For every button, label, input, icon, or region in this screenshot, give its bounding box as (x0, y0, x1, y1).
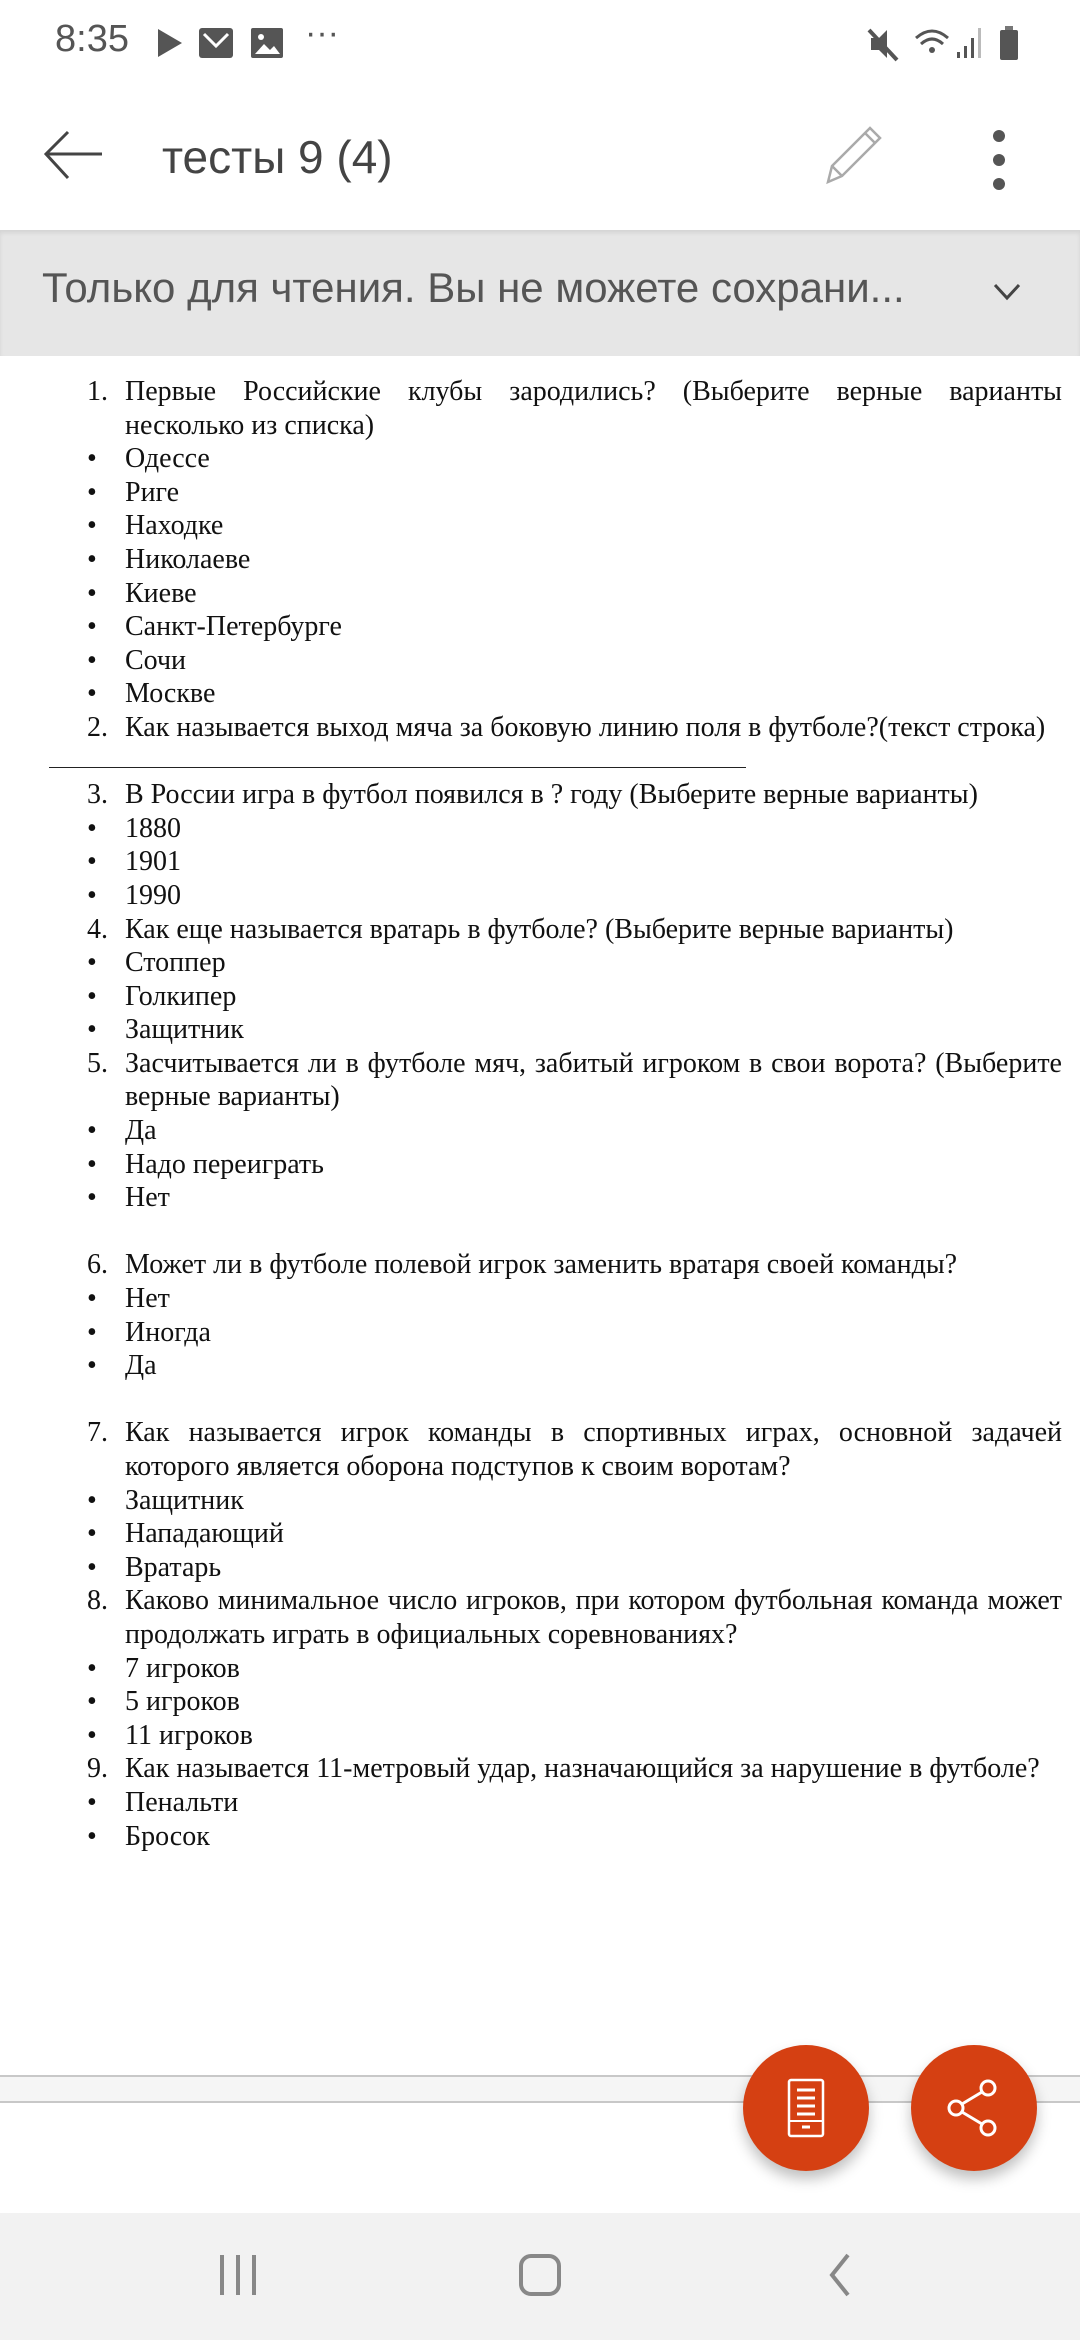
bullet-icon: • (87, 510, 97, 542)
bullet-icon: • (87, 1719, 97, 1751)
option-item (87, 1114, 1062, 1148)
mail-icon (198, 26, 234, 60)
read-only-banner[interactable] (0, 230, 1080, 356)
option-item (87, 1551, 1062, 1585)
recent-apps-icon[interactable] (218, 2253, 258, 2297)
option-item (87, 543, 1062, 577)
option-text: Да (125, 1350, 157, 1382)
share-icon (944, 2078, 1004, 2138)
bullet-icon: • (87, 1786, 97, 1818)
option-text: Одессе (125, 443, 210, 475)
bullet-icon: • (87, 1652, 97, 1684)
question-number: 8. (87, 1585, 108, 1617)
option-text: Нет (125, 1283, 170, 1315)
option-text: 5 игроков (125, 1686, 240, 1718)
option-item (87, 1316, 1062, 1350)
answer-line (87, 745, 1062, 779)
question-item (87, 1047, 1062, 1114)
bullet-icon: • (87, 1283, 97, 1315)
bullet-icon: • (87, 1350, 97, 1382)
bullet-icon: • (87, 1014, 97, 1046)
option-text: Голкипер (125, 980, 237, 1012)
question-number: 2. (87, 711, 108, 743)
question-text: Как называется игрок команды в спортивных играх, основной задачей которого является оборона подступов к своим воротам? (125, 1417, 1062, 1482)
gallery-icon (250, 26, 284, 60)
question-text: Как еще называется вратарь в футболе? (Выберите верные варианты) (125, 913, 954, 945)
home-icon[interactable] (518, 2253, 562, 2297)
mobile-view-icon (786, 2078, 826, 2138)
option-item (87, 1786, 1062, 1820)
option-item (87, 509, 1062, 543)
option-item (87, 1181, 1062, 1215)
option-item (87, 1685, 1062, 1719)
option-text: Стоппер (125, 947, 226, 979)
option-text: Киеве (125, 577, 197, 609)
question-text: В России игра в футбол появился в ? году (Выберите верные варианты) (125, 779, 978, 811)
option-text: Вратарь (125, 1551, 222, 1583)
option-item (87, 610, 1062, 644)
option-text: 1990 (125, 879, 181, 911)
bullet-icon: • (87, 947, 97, 979)
option-item (87, 1349, 1062, 1383)
option-text: 1901 (125, 846, 181, 878)
question-number: 6. (87, 1249, 108, 1281)
more-options-icon[interactable] (984, 128, 1014, 194)
bullet-icon: • (87, 1484, 97, 1516)
read-only-message: Только для чтения. Вы не можете сохрани... (42, 264, 905, 311)
bullet-icon: • (87, 1182, 97, 1214)
bullet-icon: • (87, 1551, 97, 1583)
mute-icon (865, 26, 901, 62)
blank-line (87, 1215, 1062, 1249)
bullet-icon: • (87, 980, 97, 1012)
question-text: Как называется выход мяча за боковую линию поля в футболе?(текст строка) (125, 711, 1046, 743)
status-bar (0, 0, 1080, 90)
option-text: Находке (125, 510, 224, 542)
option-item (87, 946, 1062, 980)
option-text: Да (125, 1115, 157, 1147)
option-item (87, 577, 1062, 611)
bullet-icon: • (87, 577, 97, 609)
option-item (87, 442, 1062, 476)
bullet-icon: • (87, 678, 97, 710)
bullet-icon: • (87, 543, 97, 575)
option-text: 7 игроков (125, 1652, 240, 1684)
option-item (87, 644, 1062, 678)
option-text: Риге (125, 476, 180, 508)
more-notifications-icon: ··· (305, 14, 339, 52)
option-text: Защитник (125, 1484, 244, 1516)
status-time: 8:35 (55, 18, 129, 60)
question-number: 7. (87, 1417, 108, 1449)
question-item (87, 1416, 1062, 1483)
question-text: Первые Российские клубы зародились? (Выберите верные варианты несколько из списка) (125, 376, 1062, 441)
option-text: Защитник (125, 1014, 244, 1046)
question-item (87, 913, 1062, 947)
bullet-icon: • (87, 846, 97, 878)
bullet-icon: • (87, 1518, 97, 1550)
bullet-icon: • (87, 879, 97, 911)
question-text: Как называется 11-метровый удар, назначающийся за нарушение в футболе? (125, 1753, 1040, 1785)
option-text: Надо переиграть (125, 1148, 324, 1180)
question-text: Засчитывается ли в футболе мяч, забитый игроком в свои ворота? (Выберите верные варианты) (125, 1047, 1062, 1113)
system-nav-bar (0, 2213, 1080, 2340)
bullet-icon: • (87, 1148, 97, 1180)
option-item (87, 1820, 1062, 1854)
question-number: 9. (87, 1753, 108, 1785)
bullet-icon: • (87, 812, 97, 844)
signal-icon (955, 26, 985, 60)
question-item (87, 778, 1062, 812)
question-item (87, 1248, 1062, 1282)
question-text: Может ли в футболе полевой игрок заменить вратаря своей команды? (125, 1249, 958, 1281)
back-arrow-icon[interactable] (42, 128, 106, 192)
question-item (87, 1752, 1062, 1786)
mobile-view-button[interactable] (743, 2045, 869, 2171)
option-text: Москве (125, 678, 216, 710)
option-text: Пенальти (125, 1786, 239, 1818)
option-text: 1880 (125, 812, 181, 844)
option-item (87, 980, 1062, 1014)
option-item (87, 1517, 1062, 1551)
question-text: Каково минимальное число игроков, при котором футбольная команда может продолжать играть в официальных соревнованиях? (125, 1585, 1062, 1650)
question-number: 1. (87, 376, 108, 407)
option-item (87, 1719, 1062, 1753)
bullet-icon: • (87, 1115, 97, 1147)
question-number: 5. (87, 1047, 108, 1079)
option-item (87, 879, 1062, 913)
question-number: 3. (87, 779, 108, 811)
chevron-down-icon[interactable] (992, 282, 1022, 302)
question-item (87, 375, 1062, 442)
option-item (87, 1148, 1062, 1182)
battery-icon (998, 26, 1022, 62)
option-text: 11 игроков (125, 1719, 253, 1751)
option-text: Николаеве (125, 543, 251, 575)
option-text: Нападающий (125, 1518, 284, 1550)
play-icon (155, 26, 185, 60)
option-item (87, 845, 1062, 879)
blank-line (87, 1383, 1062, 1417)
option-text: Иногда (125, 1316, 211, 1348)
question-item (87, 1584, 1062, 1651)
document-title: тесты 9 (4) (162, 131, 393, 183)
option-item (87, 476, 1062, 510)
question-item (87, 711, 1062, 745)
bullet-icon: • (87, 1686, 97, 1718)
bullet-icon: • (87, 611, 97, 643)
option-item (87, 812, 1062, 846)
bullet-icon: • (87, 644, 97, 676)
app-bar (0, 90, 1080, 230)
option-item (87, 677, 1062, 711)
option-text: Нет (125, 1182, 170, 1214)
back-icon[interactable] (826, 2253, 854, 2297)
option-text: Бросок (125, 1820, 210, 1852)
question-number: 4. (87, 913, 108, 945)
share-button[interactable] (911, 2045, 1037, 2171)
option-item (87, 1013, 1062, 1047)
edit-pencil-icon[interactable] (818, 124, 884, 190)
bullet-icon: • (87, 476, 97, 508)
option-item (87, 1484, 1062, 1518)
bullet-icon: • (87, 1316, 97, 1348)
wifi-icon (912, 26, 952, 62)
option-text: Санкт-Петербурге (125, 611, 342, 643)
bullet-icon: • (87, 1820, 97, 1852)
bullet-icon: • (87, 443, 97, 475)
option-text: Сочи (125, 644, 187, 676)
option-item (87, 1282, 1062, 1316)
option-item (87, 1652, 1062, 1686)
document-content (87, 375, 1062, 1853)
